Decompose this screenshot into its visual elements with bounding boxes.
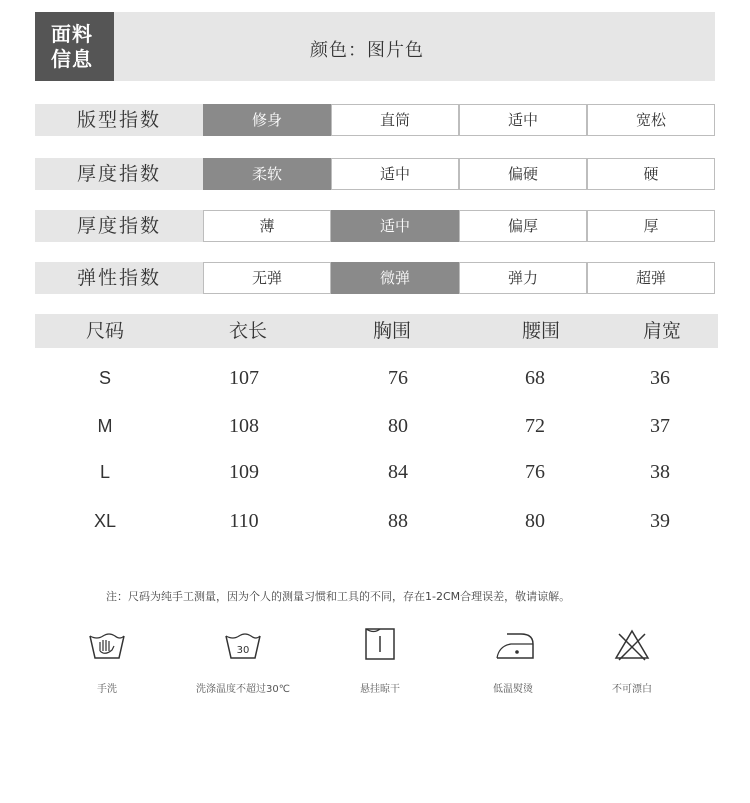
index-option: 直筒 [331,104,459,136]
care-label: 手洗 [97,684,117,695]
size-cell: XL [93,511,117,531]
index-option: 无弹 [203,262,331,294]
shoulder-cell: 38 [650,461,670,483]
size-header-cell: 腰围 [521,320,560,342]
index-option: 修身 [203,104,331,136]
length-cell: 109 [229,461,259,483]
shoulder-cell: 37 [650,415,670,437]
no-bleach-icon [612,628,652,662]
care-label: 低温熨烫 [493,684,533,695]
care-label: 洗涤温度不超过30℃ [196,684,290,695]
index-row-softness [35,158,715,190]
care-item-hand-wash [42,628,172,708]
table-row [35,454,718,490]
hand-wash-icon [87,628,127,662]
index-row-thickness [35,210,715,242]
size-header-cell: 肩宽 [642,320,681,342]
index-label: 厚度指数 [35,210,203,242]
care-label: 不可漂白 [612,684,652,695]
index-option: 适中 [331,210,459,242]
care-item-low-iron [448,628,578,708]
index-row-elasticity [35,262,715,294]
waist-cell: 68 [525,367,545,389]
index-option: 适中 [331,158,459,190]
index-label: 版型指数 [35,104,203,136]
index-option: 偏硬 [459,158,587,190]
care-item-wash-30 [178,628,308,708]
fabric-info-tag-line1: 面料 [51,22,93,46]
size-header-cell: 衣长 [228,320,267,342]
size-header-cell: 尺码 [85,320,124,342]
low-iron-icon [493,628,537,662]
fabric-info-header [35,12,715,81]
size-cell: S [98,368,111,388]
index-option: 硬 [587,158,715,190]
index-row-fit [35,104,715,136]
fabric-info-tag-line2: 信息 [51,47,93,71]
color-text: 颜色：图片色 [310,40,424,61]
index-option: 弹力 [459,262,587,294]
fabric-info-tag [35,12,114,81]
table-row [35,503,718,539]
index-option: 微弹 [331,262,459,294]
chest-cell: 76 [388,367,408,389]
shoulder-cell: 36 [650,367,670,389]
wash-30-icon [223,628,263,662]
index-option: 超弹 [587,262,715,294]
chest-cell: 88 [388,510,408,532]
table-row [35,360,718,396]
measurement-note: 注：尺码为纯手工测量，因为个人的测量习惯和工具的不同，存在1-2CM合理误差，敬请谅解。 [106,590,571,603]
index-option: 厚 [587,210,715,242]
size-cell: M [97,416,113,436]
waist-cell: 76 [525,461,545,483]
care-item-hang-dry [315,628,445,708]
size-table-header [35,314,718,348]
care-label: 悬挂晾干 [360,684,400,695]
table-row [35,408,718,444]
size-header-cell: 胸围 [372,320,411,342]
chest-cell: 80 [388,415,408,437]
waist-cell: 72 [525,415,545,437]
length-cell: 107 [229,367,259,389]
index-label: 厚度指数 [35,158,203,190]
size-cell: L [99,462,110,482]
shoulder-cell: 39 [650,510,670,532]
care-item-no-bleach [567,628,697,708]
index-option: 宽松 [587,104,715,136]
length-cell: 108 [229,415,259,437]
chest-cell: 84 [388,461,408,483]
waist-cell: 80 [525,510,545,532]
index-option: 柔软 [203,158,331,190]
wash-temp-badge: 30 [236,645,250,656]
index-option: 偏厚 [459,210,587,242]
index-option: 适中 [459,104,587,136]
length-cell: 110 [229,510,259,532]
index-label: 弹性指数 [35,262,203,294]
hang-dry-icon [360,628,400,662]
index-option: 薄 [203,210,331,242]
